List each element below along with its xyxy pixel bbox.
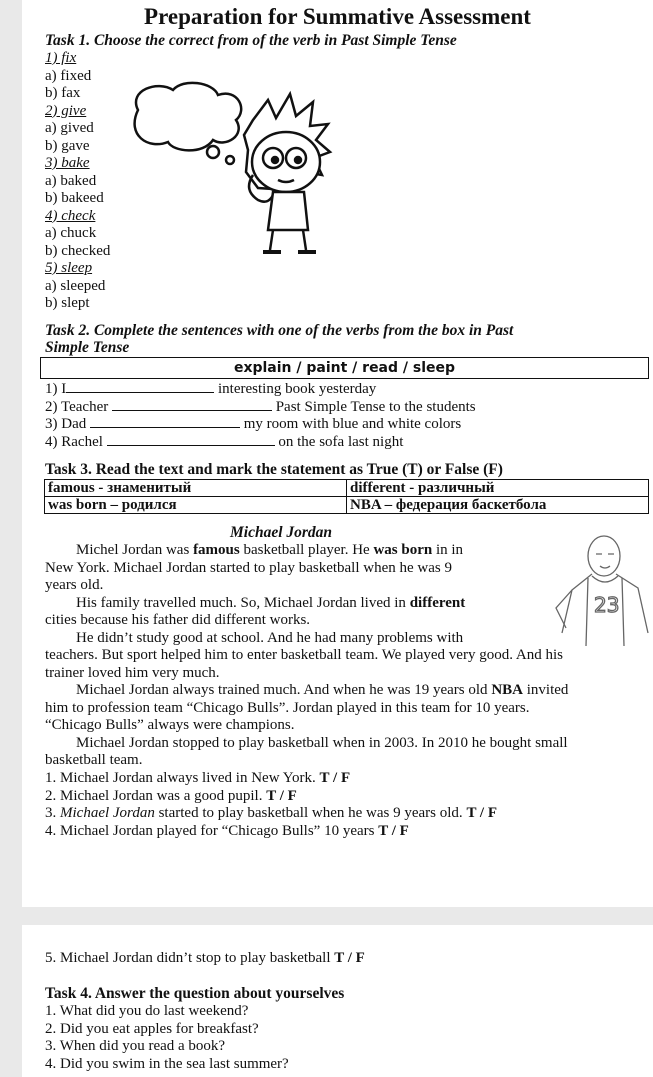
thought-bubble — [135, 83, 242, 151]
task1-verb: 2) give — [45, 102, 87, 119]
task2-heading-cont: Simple Tense — [45, 339, 130, 356]
task1-option: b) checked — [45, 242, 111, 259]
question: 3. When did you read a book? — [45, 1038, 226, 1054]
task2-sentence — [45, 415, 461, 434]
answer-blank[interactable] — [66, 380, 214, 393]
page-title: Preparation for Summative Assessment — [144, 4, 531, 29]
vocab-cell: NBA – федерация баскетбола — [347, 497, 649, 514]
statement: 1. Michael Jordan always lived in New York. T / F — [45, 770, 351, 786]
answer-blank[interactable] — [107, 433, 275, 446]
vocab-cell: was born – родился — [45, 497, 347, 514]
sentence-end: on the sofa last night — [278, 434, 404, 450]
task2-sentence — [45, 398, 476, 417]
task1-heading: Task 1. Choose the correct from of the verb in Past Simple Tense — [45, 32, 457, 49]
jersey-number: 23 — [594, 593, 620, 617]
shirt — [268, 192, 308, 230]
answer-blank[interactable] — [112, 398, 272, 411]
thought-dot — [207, 146, 219, 158]
task1-option: a) sleeped — [45, 277, 106, 294]
statement: 4. Michael Jordan played for “Chicago Bulls” 10 years T / F — [45, 822, 409, 839]
question: 2. Did you eat apples for breakfast? — [45, 1020, 259, 1037]
head — [588, 536, 620, 576]
task1-option: a) baked — [45, 172, 97, 189]
question: 1. What did you do last weekend? — [45, 1003, 249, 1019]
statements-list — [45, 770, 497, 840]
statement: 2. Michael Jordan was a good pupil. T / F — [45, 787, 297, 804]
sentence-start: 2) Teacher — [45, 399, 109, 415]
task1-option: b) gave — [45, 137, 90, 154]
thought-dot — [226, 156, 234, 164]
question: 4. Did you swim in the sea last summer? — [45, 1055, 289, 1072]
task1-option: b) slept — [45, 295, 90, 311]
vocab-cell: famous - знаменитый — [45, 480, 347, 497]
true-false-choice[interactable]: T / F — [319, 770, 351, 786]
task1-verb: 5) sleep — [45, 260, 93, 276]
legs — [270, 230, 306, 250]
true-false-choice[interactable]: T / F — [466, 805, 498, 821]
task2-heading: Task 2. Complete the sentences with one of the verbs from the box in Past — [45, 322, 514, 339]
sentence-start: 4) Rachel — [45, 434, 103, 450]
true-false-choice[interactable]: T / F — [378, 822, 409, 839]
sentence-start: 1) I — [45, 381, 67, 397]
task2-sentence — [45, 380, 376, 399]
task1-option: a) chuck — [45, 225, 97, 241]
task2-sentence — [45, 433, 403, 452]
task1-list — [45, 50, 110, 313]
task4-heading: Task 4. Answer the question about yourselves — [45, 985, 345, 1002]
jersey-neck — [592, 576, 618, 582]
sentence-end: my room with blue and white colors — [243, 416, 462, 432]
sentence-end: interesting book yesterday — [218, 381, 377, 397]
reading-title: Michael Jordan — [230, 524, 333, 541]
task1-verb: 3) bake — [45, 155, 90, 171]
sentence-end: Past Simple Tense to the students — [275, 399, 476, 415]
task1-option: b) bakeed — [45, 190, 104, 206]
true-false-choice[interactable]: T / F — [266, 787, 297, 804]
sentence-start: 3) Dad — [45, 416, 87, 432]
statement: 5. Michael Jordan didn’t stop to play basketball T / F — [45, 950, 365, 966]
reading-text: Michel Jordan was famous basketball player. He was born in in New York. Michael Jordan started to play basketball when he was 9 years old. His family travelled much. So, Michael Jordan lived in different cities because his father did different works. He didn’t study good at school. And he had many problems with teachers. But sport helped him to enter basketball team. We played very good. And his trainer loved him very much. Michael Jordan always trained much. And when he was 19 years old NBA invited him to profession team “Chicago Bulls”. Jordan played in this team for 10 years. “Chicago Bulls” always were champions. Michael Jordan stopped to play basketball when in 2003. In 2010 he bought small basketball team. — [45, 542, 569, 768]
answer-blank[interactable] — [90, 415, 240, 428]
vocab-cell: different - различный — [347, 480, 649, 497]
task1-option: b) fax — [45, 85, 81, 101]
task1-verb: 4) check — [45, 207, 96, 224]
task1-option: a) gived — [45, 120, 94, 136]
vocabulary-table — [44, 479, 649, 514]
task1-verb: 1) fix — [45, 50, 77, 66]
basketball-player-illustration — [542, 528, 652, 648]
task4-questions — [45, 1003, 289, 1073]
worksheet-page-2 — [22, 925, 653, 1077]
task1-option: a) fixed — [45, 67, 92, 84]
task3-heading: Task 3. Read the text and mark the statement as True (T) or False (F) — [45, 461, 503, 478]
statement: 3. Michael Jordan started to play basketball when he was 9 years old. T / F — [45, 805, 498, 821]
worksheet-page-1 — [22, 0, 653, 907]
true-false-choice[interactable]: T / F — [334, 950, 365, 966]
verb-box: explain / paint / read / sleep — [40, 357, 649, 379]
thinking-boy-illustration — [118, 80, 338, 260]
